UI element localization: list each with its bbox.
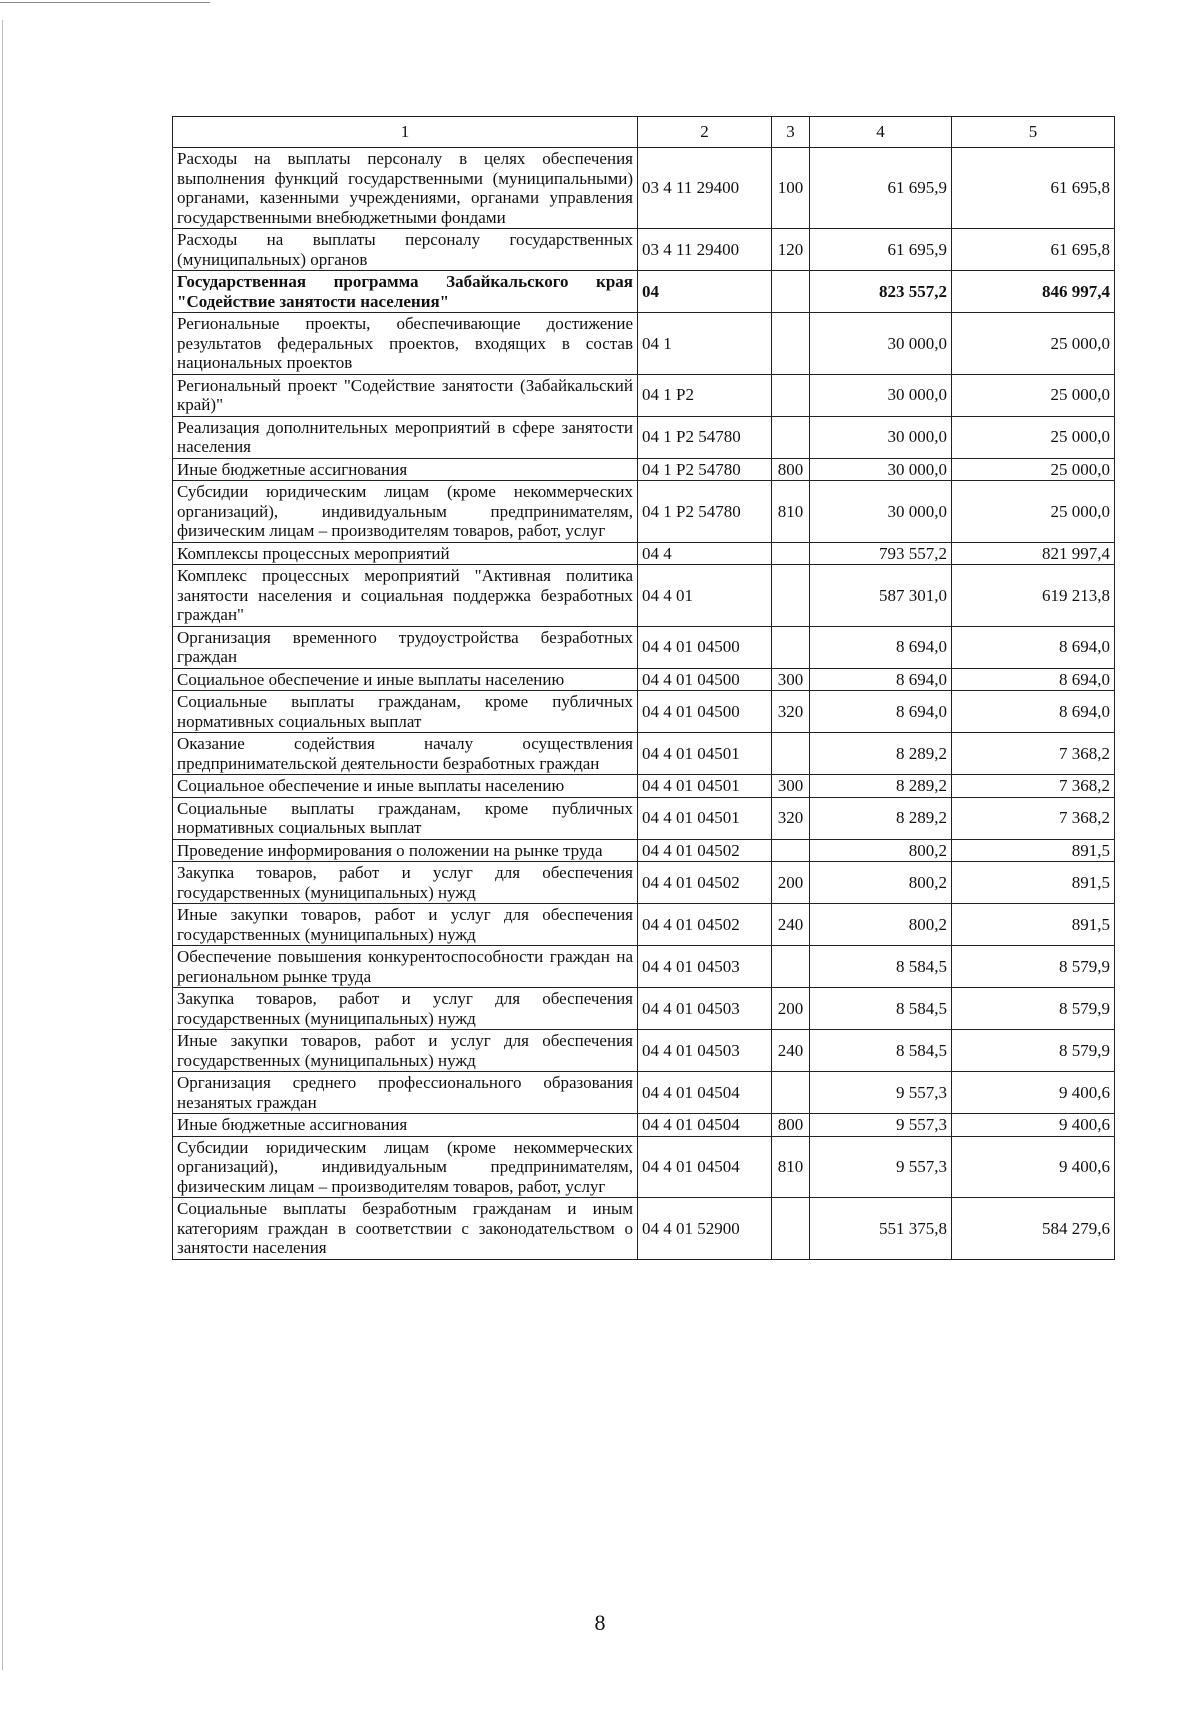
row-code-cell: 04 4 01 04503 [638, 1030, 772, 1072]
row-value-2023-cell: 8 584,5 [810, 946, 952, 988]
row-value-2024-cell: 25 000,0 [952, 374, 1115, 416]
row-value-2024-cell: 9 400,6 [952, 1072, 1115, 1114]
row-code-cell: 04 4 01 04504 [638, 1136, 772, 1198]
row-value-2024-cell: 7 368,2 [952, 775, 1115, 798]
row-name-cell: Региональный проект "Содействие занятости (Забайкальский край)" [173, 374, 638, 416]
row-code-cell: 04 1 P2 [638, 374, 772, 416]
table-row [173, 691, 1115, 733]
row-name-cell: Субсидии юридическим лицам (кроме некоммерческих организаций), индивидуальным предпринимателям, физическим лицам – производителям товаров, работ, услуг [173, 1136, 638, 1198]
row-code-cell: 04 4 01 04500 [638, 626, 772, 668]
row-name-cell: Региональные проекты, обеспечивающие достижение результатов федеральных проектов, входящих в состав национальных проектов [173, 313, 638, 375]
row-name-cell: Организация временного трудоустройства безработных граждан [173, 626, 638, 668]
row-vr-cell [772, 733, 810, 775]
row-value-2024-cell: 9 400,6 [952, 1136, 1115, 1198]
row-vr-cell: 240 [772, 1030, 810, 1072]
row-value-2024-cell: 8 579,9 [952, 988, 1115, 1030]
row-code-cell: 03 4 11 29400 [638, 229, 772, 271]
row-value-2023-cell: 587 301,0 [810, 565, 952, 627]
row-value-2024-cell: 891,5 [952, 839, 1115, 862]
header-col-4: 4 [810, 117, 952, 148]
scan-edge-line [0, 2, 210, 3]
table-row [173, 1198, 1115, 1260]
table-row [173, 1136, 1115, 1198]
row-value-2024-cell: 7 368,2 [952, 797, 1115, 839]
row-value-2024-cell: 25 000,0 [952, 458, 1115, 481]
row-name-cell: Социальные выплаты гражданам, кроме публичных нормативных социальных выплат [173, 797, 638, 839]
row-value-2024-cell: 821 997,4 [952, 542, 1115, 565]
row-value-2023-cell: 9 557,3 [810, 1072, 952, 1114]
table-row [173, 229, 1115, 271]
row-code-cell: 04 4 01 [638, 565, 772, 627]
row-value-2023-cell: 793 557,2 [810, 542, 952, 565]
row-value-2023-cell: 61 695,9 [810, 148, 952, 229]
row-name-cell: Организация среднего профессионального образования незанятых граждан [173, 1072, 638, 1114]
row-value-2023-cell: 9 557,3 [810, 1114, 952, 1137]
row-code-cell: 04 1 [638, 313, 772, 375]
row-name-cell: Социальное обеспечение и иные выплаты населению [173, 668, 638, 691]
table-row [173, 374, 1115, 416]
row-code-cell: 04 4 01 04502 [638, 904, 772, 946]
table-row [173, 988, 1115, 1030]
budget-table [172, 116, 1115, 1260]
scan-left-edge [2, 20, 3, 1670]
row-vr-cell [772, 1072, 810, 1114]
row-code-cell: 04 [638, 271, 772, 313]
row-vr-cell: 240 [772, 904, 810, 946]
table-row [173, 271, 1115, 313]
page-number: 8 [594, 1610, 606, 1635]
row-name-cell: Иные закупки товаров, работ и услуг для обеспечения государственных (муниципальных) нужд [173, 1030, 638, 1072]
row-value-2023-cell: 8 289,2 [810, 797, 952, 839]
row-name-cell: Закупка товаров, работ и услуг для обеспечения государственных (муниципальных) нужд [173, 988, 638, 1030]
table-row [173, 416, 1115, 458]
row-vr-cell: 200 [772, 988, 810, 1030]
header-col-1: 1 [173, 117, 638, 148]
header-col-5: 5 [952, 117, 1115, 148]
row-value-2023-cell: 61 695,9 [810, 229, 952, 271]
table-row [173, 733, 1115, 775]
row-value-2023-cell: 30 000,0 [810, 374, 952, 416]
row-value-2024-cell: 8 579,9 [952, 946, 1115, 988]
row-vr-cell: 100 [772, 148, 810, 229]
table-row [173, 668, 1115, 691]
row-vr-cell: 810 [772, 1136, 810, 1198]
row-value-2023-cell: 823 557,2 [810, 271, 952, 313]
row-code-cell: 04 4 01 04500 [638, 691, 772, 733]
table-row [173, 1030, 1115, 1072]
row-name-cell: Социальные выплаты безработным гражданам и иным категориям граждан в соответствии с законодательством о занятости населения [173, 1198, 638, 1260]
table-row [173, 862, 1115, 904]
table-header-row [173, 117, 1115, 148]
row-code-cell: 04 1 P2 54780 [638, 458, 772, 481]
row-vr-cell: 800 [772, 458, 810, 481]
row-vr-cell: 320 [772, 797, 810, 839]
row-value-2023-cell: 8 584,5 [810, 988, 952, 1030]
row-value-2024-cell: 61 695,8 [952, 229, 1115, 271]
row-vr-cell [772, 271, 810, 313]
header-col-2: 2 [638, 117, 772, 148]
row-value-2024-cell: 25 000,0 [952, 481, 1115, 543]
table-row [173, 481, 1115, 543]
row-code-cell: 04 4 01 04501 [638, 775, 772, 798]
row-vr-cell: 810 [772, 481, 810, 543]
row-code-cell: 04 4 01 04502 [638, 839, 772, 862]
row-name-cell: Расходы на выплаты персоналу государственных (муниципальных) органов [173, 229, 638, 271]
row-value-2024-cell: 25 000,0 [952, 416, 1115, 458]
table-row [173, 904, 1115, 946]
row-value-2023-cell: 30 000,0 [810, 416, 952, 458]
row-value-2024-cell: 8 694,0 [952, 626, 1115, 668]
row-value-2024-cell: 891,5 [952, 904, 1115, 946]
row-value-2023-cell: 800,2 [810, 839, 952, 862]
row-name-cell: Комплекс процессных мероприятий "Активная политика занятости населения и социальная поддержка безработных граждан" [173, 565, 638, 627]
header-col-3: 3 [772, 117, 810, 148]
table-row [173, 946, 1115, 988]
row-vr-cell [772, 626, 810, 668]
table-row [173, 565, 1115, 627]
row-value-2023-cell: 8 694,0 [810, 626, 952, 668]
row-code-cell: 04 4 01 04500 [638, 668, 772, 691]
row-name-cell: Социальные выплаты гражданам, кроме публичных нормативных социальных выплат [173, 691, 638, 733]
table-row [173, 839, 1115, 862]
row-vr-cell [772, 542, 810, 565]
row-code-cell: 04 4 01 52900 [638, 1198, 772, 1260]
row-value-2023-cell: 551 375,8 [810, 1198, 952, 1260]
row-vr-cell: 120 [772, 229, 810, 271]
row-value-2024-cell: 891,5 [952, 862, 1115, 904]
row-value-2023-cell: 8 694,0 [810, 668, 952, 691]
row-vr-cell: 320 [772, 691, 810, 733]
row-vr-cell [772, 416, 810, 458]
table-row [173, 626, 1115, 668]
table-row [173, 1114, 1115, 1137]
row-name-cell: Реализация дополнительных мероприятий в сфере занятости населения [173, 416, 638, 458]
table-row [173, 313, 1115, 375]
table-row [173, 797, 1115, 839]
row-value-2024-cell: 61 695,8 [952, 148, 1115, 229]
row-value-2023-cell: 8 289,2 [810, 733, 952, 775]
row-value-2023-cell: 8 694,0 [810, 691, 952, 733]
row-name-cell: Государственная программа Забайкальского края "Содействие занятости населения" [173, 271, 638, 313]
row-vr-cell [772, 1198, 810, 1260]
row-name-cell: Расходы на выплаты персоналу в целях обеспечения выполнения функций государственными (муниципальными) органами, казенными учреждениями, органами управления государственными внебюджетными фондами [173, 148, 638, 229]
table-body [173, 148, 1115, 1260]
row-value-2024-cell: 8 694,0 [952, 691, 1115, 733]
row-name-cell: Иные бюджетные ассигнования [173, 1114, 638, 1137]
row-name-cell: Социальное обеспечение и иные выплаты населению [173, 775, 638, 798]
row-value-2023-cell: 30 000,0 [810, 458, 952, 481]
row-value-2024-cell: 846 997,4 [952, 271, 1115, 313]
row-value-2024-cell: 8 579,9 [952, 1030, 1115, 1072]
row-name-cell: Иные закупки товаров, работ и услуг для обеспечения государственных (муниципальных) нужд [173, 904, 638, 946]
row-name-cell: Проведение информирования о положении на рынке труда [173, 839, 638, 862]
row-code-cell: 04 1 P2 54780 [638, 481, 772, 543]
row-code-cell: 04 4 01 04503 [638, 946, 772, 988]
row-code-cell: 04 4 01 04504 [638, 1072, 772, 1114]
row-value-2024-cell: 619 213,8 [952, 565, 1115, 627]
row-value-2023-cell: 30 000,0 [810, 481, 952, 543]
table-row [173, 458, 1115, 481]
row-value-2024-cell: 9 400,6 [952, 1114, 1115, 1137]
row-name-cell: Комплексы процессных мероприятий [173, 542, 638, 565]
row-value-2024-cell: 25 000,0 [952, 313, 1115, 375]
row-name-cell: Закупка товаров, работ и услуг для обеспечения государственных (муниципальных) нужд [173, 862, 638, 904]
row-code-cell: 04 4 01 04501 [638, 797, 772, 839]
row-value-2023-cell: 800,2 [810, 862, 952, 904]
row-value-2024-cell: 8 694,0 [952, 668, 1115, 691]
row-code-cell: 04 4 01 04503 [638, 988, 772, 1030]
row-code-cell: 04 4 01 04504 [638, 1114, 772, 1137]
row-vr-cell [772, 313, 810, 375]
row-vr-cell: 200 [772, 862, 810, 904]
row-code-cell: 04 4 01 04501 [638, 733, 772, 775]
row-value-2023-cell: 30 000,0 [810, 313, 952, 375]
table-row [173, 542, 1115, 565]
row-value-2023-cell: 9 557,3 [810, 1136, 952, 1198]
row-code-cell: 04 4 [638, 542, 772, 565]
row-vr-cell: 300 [772, 775, 810, 798]
row-value-2023-cell: 800,2 [810, 904, 952, 946]
table-row [173, 148, 1115, 229]
row-name-cell: Обеспечение повышения конкурентоспособности граждан на региональном рынке труда [173, 946, 638, 988]
row-vr-cell [772, 565, 810, 627]
row-vr-cell [772, 839, 810, 862]
row-value-2023-cell: 8 584,5 [810, 1030, 952, 1072]
row-vr-cell: 300 [772, 668, 810, 691]
row-name-cell: Субсидии юридическим лицам (кроме некоммерческих организаций), индивидуальным предпринимателям, физическим лицам – производителям товаров, работ, услуг [173, 481, 638, 543]
row-vr-cell: 800 [772, 1114, 810, 1137]
row-code-cell: 03 4 11 29400 [638, 148, 772, 229]
row-value-2024-cell: 7 368,2 [952, 733, 1115, 775]
row-value-2023-cell: 8 289,2 [810, 775, 952, 798]
row-code-cell: 04 4 01 04502 [638, 862, 772, 904]
row-vr-cell [772, 946, 810, 988]
row-code-cell: 04 1 P2 54780 [638, 416, 772, 458]
row-vr-cell [772, 374, 810, 416]
row-value-2024-cell: 584 279,6 [952, 1198, 1115, 1260]
table-row [173, 1072, 1115, 1114]
row-name-cell: Иные бюджетные ассигнования [173, 458, 638, 481]
row-name-cell: Оказание содействия началу осуществления предпринимательской деятельности безработных граждан [173, 733, 638, 775]
table-row [173, 775, 1115, 798]
